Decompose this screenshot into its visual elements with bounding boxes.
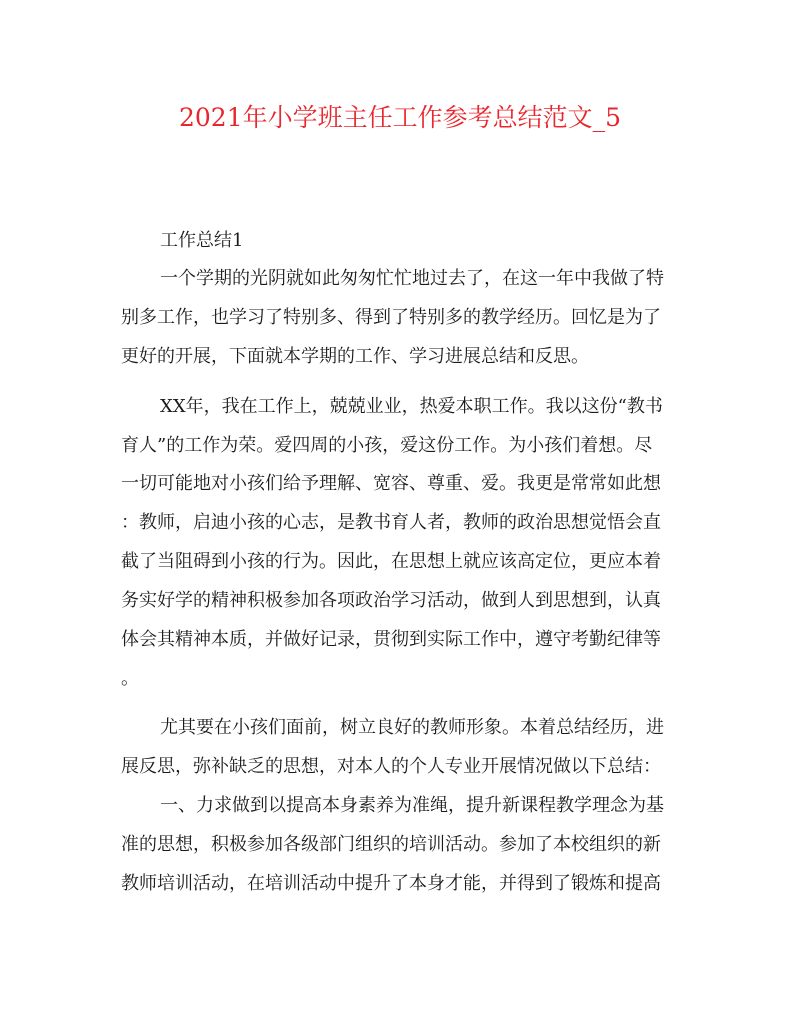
paragraph-line: 更好的开展，下面就本学期的工作、学习进展总结和反思。 — [121, 346, 589, 367]
paragraph-line: 。 — [121, 668, 139, 689]
paragraph-line: 一切可能地对小孩们给予理解、宽容、尊重、爱。我更是常常如此想 — [121, 473, 661, 494]
paragraph-line: 一、力求做到以提高本身素养为准绳，提升新课程教学理念为基 — [160, 795, 664, 816]
paragraph-line: 体会其精神本质，并做好记录，贯彻到实际工作中，遵守考勤纪律等 — [121, 629, 661, 650]
paragraph-line: 准的思想，积极参加各级部门组织的培训活动。参加了本校组织的新 — [121, 834, 661, 855]
paragraph-line: 别多工作，也学习了特别多、得到了特别多的教学经历。回忆是为了 — [121, 307, 661, 328]
document-title: 2021年小学班主任工作参考总结范文_5 — [178, 103, 622, 132]
paragraph-line: 育人”的工作为荣。爱四周的小孩，爱这份工作。为小孩们着想。尽 — [121, 435, 653, 456]
section-heading: 工作总结1 — [160, 230, 244, 251]
paragraph-line: 一个学期的光阴就如此匆匆忙忙地过去了，在这一年中我做了特 — [160, 268, 664, 289]
paragraph-line: 尤其要在小孩们面前，树立良好的教师形象。本着总结经历，进 — [160, 717, 664, 738]
paragraph-line: 展反思，弥补缺乏的思想，对本人的个人专业开展情况做以下总结： — [121, 756, 661, 777]
paragraph-line: ：教师，启迪小孩的心志，是教书育人者，教师的政治思想觉悟会直 — [121, 512, 661, 533]
paragraph-line: 教师培训活动，在培训活动中提升了本身才能，并得到了锻炼和提高 — [121, 873, 661, 894]
paragraph-line: XX年，我在工作上，兢兢业业，热爱本职工作。我以这份“教书 — [160, 396, 663, 417]
paragraph-line: 截了当阻碍到小孩的行为。因此，在思想上就应该高定位，更应本着 — [121, 551, 661, 572]
paragraph-line: 务实好学的精神积极参加各项政治学习活动，做到人到思想到，认真 — [121, 590, 661, 611]
